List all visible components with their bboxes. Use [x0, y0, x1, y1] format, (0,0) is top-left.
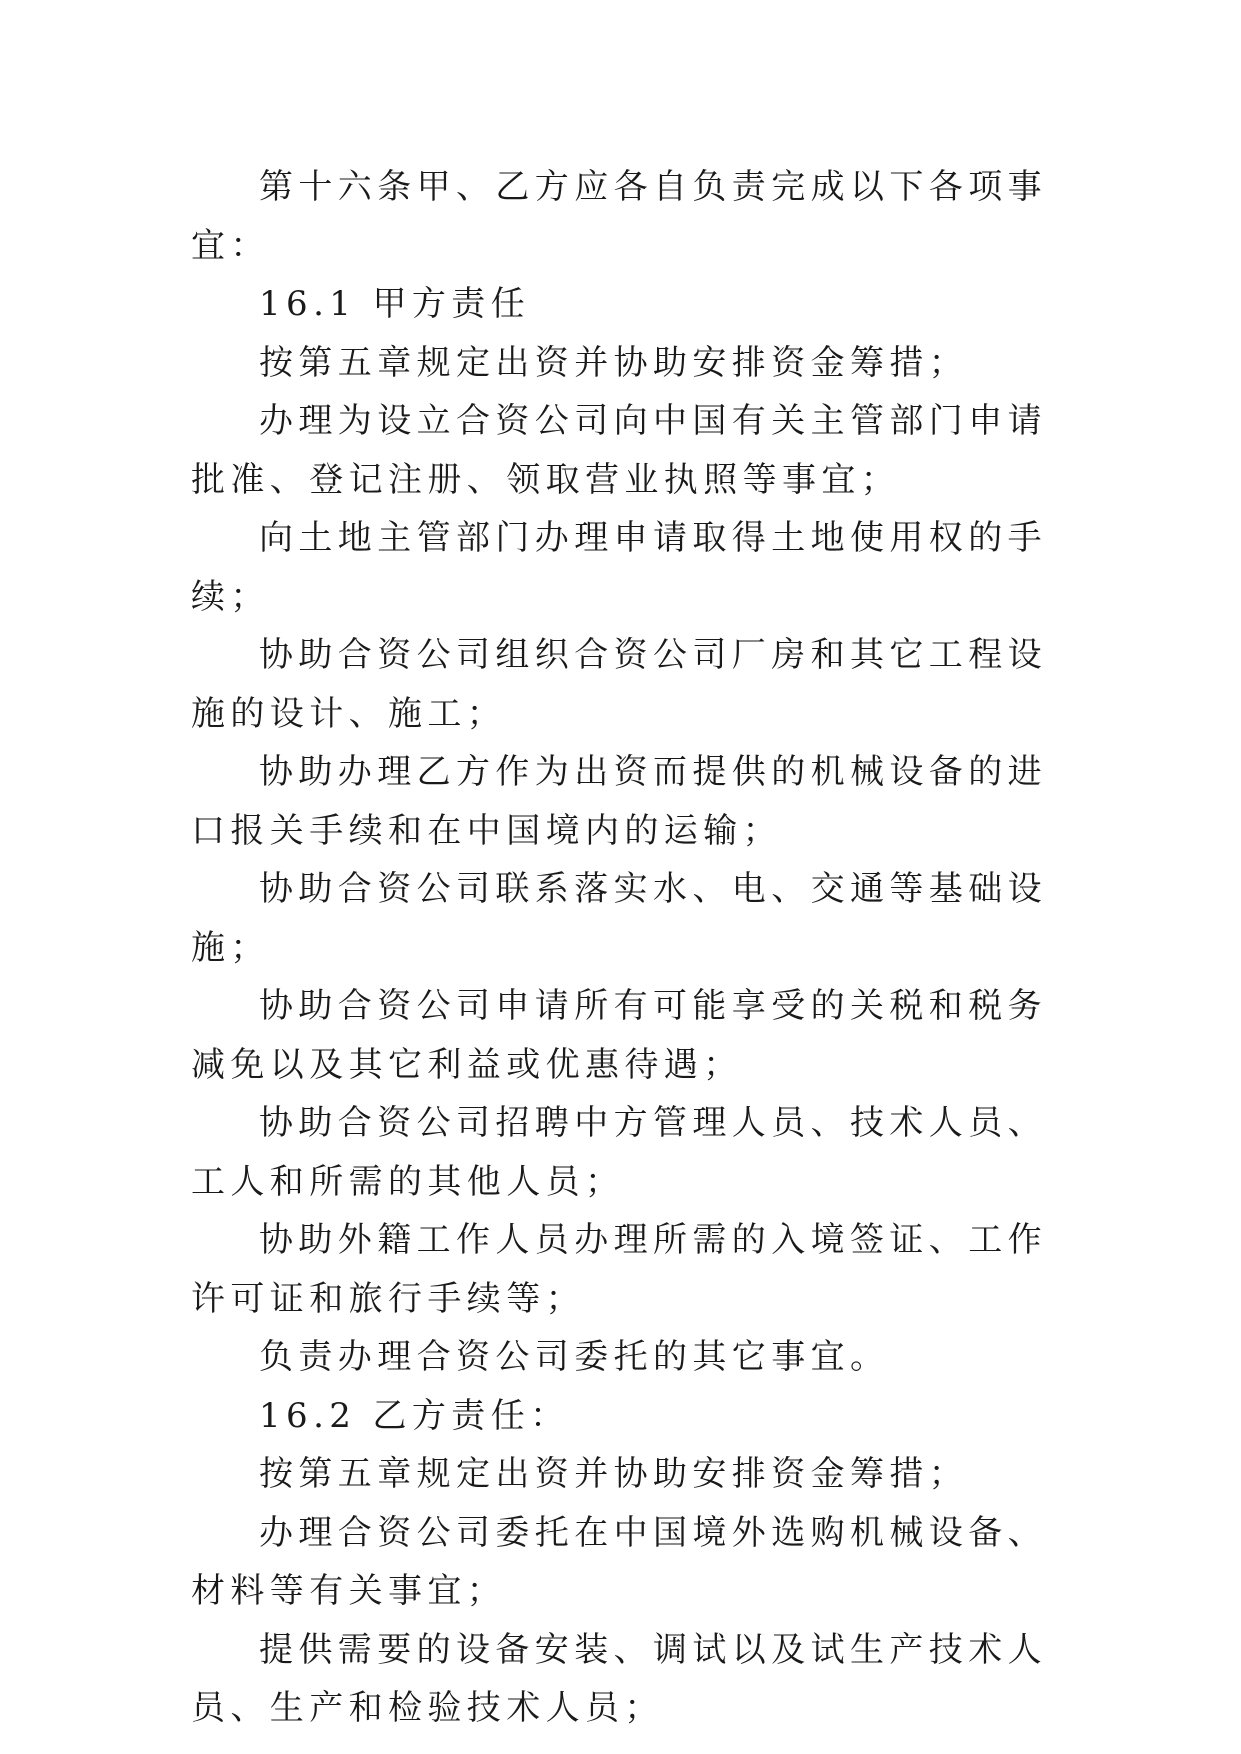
party-a-item-1: 按第五章规定出资并协助安排资金筹措； [259, 342, 969, 383]
party-a-item-8: 协助合资公司招聘中方管理人员、技术人员、工人和所需的其他人员； [191, 1103, 1047, 1202]
party-a-item-9: 协助外籍工作人员办理所需的入境签证、工作许可证和旅行手续等； [191, 1220, 1047, 1319]
party-a-item-10: 负责办理合资公司委托的其它事宜。 [259, 1337, 890, 1377]
party-a-item-6: 协助合资公司联系落实水、电、交通等基础设施； [191, 869, 1047, 968]
section-16-1-heading: 16.1 甲方责任 [259, 284, 531, 324]
party-a-item-5: 协助办理乙方作为出资而提供的机械设备的进口报关手续和在中国境内的运输； [191, 752, 1047, 851]
article-16-heading: 第十六条甲、乙方应各自负责完成以下各项事宜： [191, 167, 1047, 266]
party-a-item-3: 向土地主管部门办理申请取得土地使用权的手续； [191, 518, 1047, 617]
party-a-item-4: 协助合资公司组织合资公司厂房和其它工程设施的设计、施工； [191, 635, 1047, 734]
section-16-2-heading: 16.2 乙方责任： [259, 1395, 570, 1436]
party-b-item-3: 提供需要的设备安装、调试以及试生产技术人员、生产和检验技术人员； [191, 1629, 1047, 1728]
party-b-item-2: 办理合资公司委托在中国境外选购机械设备、材料等有关事宜； [191, 1512, 1047, 1611]
party-b-item-1: 按第五章规定出资并协助安排资金筹措； [259, 1454, 969, 1494]
document-body [191, 158, 1051, 1738]
party-a-item-7: 协助合资公司申请所有可能享受的关税和税务减免以及其它利益或优惠待遇； [191, 986, 1047, 1085]
party-a-item-2: 办理为设立合资公司向中国有关主管部门申请批准、登记注册、领取营业执照等事宜； [191, 401, 1047, 500]
